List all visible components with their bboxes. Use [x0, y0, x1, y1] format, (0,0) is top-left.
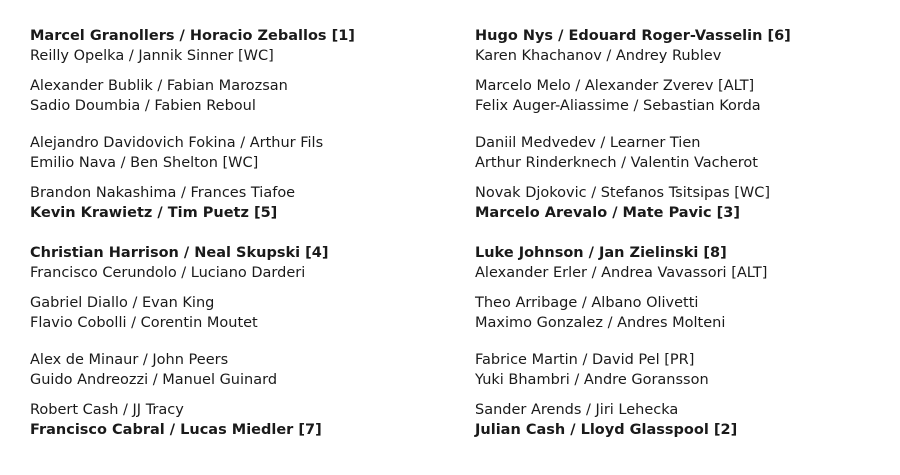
draw-section	[475, 26, 895, 223]
match-pair	[475, 133, 895, 173]
team-entry-seeded: Marcel Granollers / Horacio Zeballos [1]	[30, 28, 355, 44]
team-entry: Alexander Erler / Andrea Vavassori [ALT]	[475, 265, 768, 281]
team-entry: Maximo Gonzalez / Andres Molteni	[475, 315, 726, 331]
team-entry: Alex de Minaur / John Peers	[30, 352, 229, 368]
team-entry-seeded: Kevin Krawietz / Tim Puetz [5]	[30, 205, 278, 221]
team-entry: Yuki Bhambri / Andre Goransson	[475, 372, 709, 388]
match-pair	[30, 400, 450, 440]
team-entry: Emilio Nava / Ben Shelton [WC]	[30, 155, 259, 171]
team-entry: Daniil Medvedev / Learner Tien	[475, 135, 701, 151]
team-entry: Brandon Nakashima / Frances Tiafoe	[30, 185, 296, 201]
match-pair	[30, 76, 450, 116]
match-pair	[30, 183, 450, 223]
team-entry: Gabriel Diallo / Evan King	[30, 295, 215, 311]
team-entry-seeded: Hugo Nys / Edouard Roger-Vasselin [6]	[475, 28, 791, 44]
draw-column-right	[475, 26, 895, 440]
match-pair	[475, 350, 895, 390]
team-entry: Robert Cash / JJ Tracy	[30, 402, 184, 418]
match-pair	[475, 76, 895, 116]
draw-section	[30, 26, 450, 223]
match-pair	[30, 293, 450, 333]
team-entry: Karen Khachanov / Andrey Rublev	[475, 48, 722, 64]
match-pair	[475, 400, 895, 440]
team-entry: Alexander Bublik / Fabian Marozsan	[30, 78, 288, 94]
draw-column-left	[30, 26, 450, 440]
team-entry: Novak Djokovic / Stefanos Tsitsipas [WC]	[475, 185, 771, 201]
team-entry: Arthur Rinderknech / Valentin Vacherot	[475, 155, 758, 171]
team-entry-seeded: Christian Harrison / Neal Skupski [4]	[30, 245, 329, 261]
team-entry-seeded: Francisco Cabral / Lucas Miedler [7]	[30, 422, 322, 438]
match-pair	[475, 243, 895, 283]
team-entry: Theo Arribage / Albano Olivetti	[475, 295, 699, 311]
team-entry: Sander Arends / Jiri Lehecka	[475, 402, 679, 418]
match-pair	[475, 26, 895, 66]
team-entry: Felix Auger-Aliassime / Sebastian Korda	[475, 98, 761, 114]
team-entry: Francisco Cerundolo / Luciano Darderi	[30, 265, 306, 281]
match-pair	[475, 183, 895, 223]
match-pair	[30, 26, 450, 66]
match-pair	[475, 293, 895, 333]
draw-section	[30, 243, 450, 440]
team-entry-seeded: Luke Johnson / Jan Zielinski [8]	[475, 245, 727, 261]
team-entry: Marcelo Melo / Alexander Zverev [ALT]	[475, 78, 755, 94]
team-entry: Alejandro Davidovich Fokina / Arthur Fils	[30, 135, 324, 151]
team-entry: Guido Andreozzi / Manuel Guinard	[30, 372, 278, 388]
match-pair	[30, 133, 450, 173]
team-entry: Fabrice Martin / David Pel [PR]	[475, 352, 695, 368]
team-entry: Sadio Doumbia / Fabien Reboul	[30, 98, 256, 114]
team-entry-seeded: Julian Cash / Lloyd Glasspool [2]	[475, 422, 738, 438]
match-pair	[30, 243, 450, 283]
team-entry-seeded: Marcelo Arevalo / Mate Pavic [3]	[475, 205, 741, 221]
team-entry: Flavio Cobolli / Corentin Moutet	[30, 315, 258, 331]
draw-section	[475, 243, 895, 440]
match-pair	[30, 350, 450, 390]
team-entry: Reilly Opelka / Jannik Sinner [WC]	[30, 48, 274, 64]
